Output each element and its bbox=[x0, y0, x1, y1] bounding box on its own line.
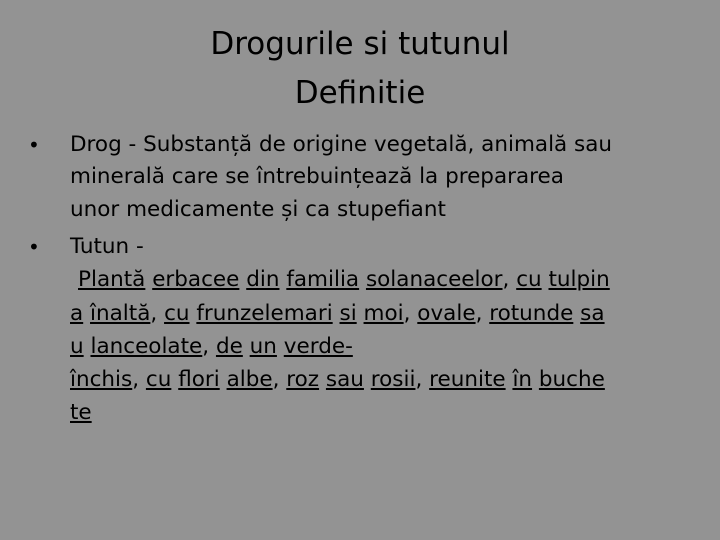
tutun-word: flori bbox=[178, 367, 220, 392]
tutun-word: de bbox=[215, 334, 243, 359]
tutun-word: te bbox=[70, 400, 92, 425]
drog-definition-line-3: unor medicamente și ca stupefiant bbox=[70, 197, 446, 222]
bullet-marker: • bbox=[28, 235, 40, 259]
tutun-word: lanceolate bbox=[90, 334, 203, 359]
tutun-word: reunite bbox=[429, 367, 506, 392]
tutun-word: ovale bbox=[417, 301, 476, 326]
tutun-word: moi bbox=[363, 301, 404, 326]
tutun-word: verde- bbox=[283, 334, 353, 359]
tutun-word: buche bbox=[538, 367, 605, 392]
tutun-word: cu bbox=[145, 367, 172, 392]
tutun-word: în bbox=[512, 367, 533, 392]
tutun-word: Plantă bbox=[78, 267, 146, 292]
tutun-word: rotunde bbox=[489, 301, 574, 326]
tutun-word: frunzelemari bbox=[196, 301, 333, 326]
tutun-word: tulpin bbox=[548, 267, 610, 292]
tutun-word: sa bbox=[580, 301, 605, 326]
tutun-definition-line-3: u lanceolate, de un verde- bbox=[70, 334, 353, 359]
tutun-word: familia bbox=[286, 267, 360, 292]
tutun-word: din bbox=[246, 267, 280, 292]
slide-subtitle: Definitie bbox=[294, 75, 426, 111]
tutun-definition-line-5 bbox=[70, 400, 92, 425]
slide-title: Drogurile si tutunul bbox=[210, 26, 510, 62]
tutun-word: sau bbox=[325, 367, 364, 392]
tutun-word: erbacee bbox=[152, 267, 240, 292]
tutun-label: Tutun - bbox=[70, 234, 144, 259]
drog-definition-line-1: Drog - Substanță de origine vegetală, animală sau bbox=[70, 132, 613, 157]
tutun-word: cu bbox=[164, 301, 190, 326]
bullet-marker: • bbox=[28, 133, 40, 157]
drog-definition-line-2: minerală care se întrebuințează la prepararea bbox=[70, 164, 564, 189]
tutun-word: roz bbox=[286, 367, 320, 392]
tutun-word: si bbox=[339, 301, 357, 326]
tutun-definition-line-2: a înaltă, cu frunzelemari si moi, ovale, rotunde sa bbox=[70, 301, 605, 326]
tutun-definition-line-1: Plantă erbacee din familia solanaceelor, cu tulpin bbox=[78, 267, 610, 292]
tutun-word: închis bbox=[70, 367, 133, 392]
tutun-word: cu bbox=[516, 267, 542, 292]
tutun-word: albe bbox=[226, 367, 273, 392]
tutun-word: înaltă bbox=[90, 301, 151, 326]
tutun-word: rosii bbox=[370, 367, 416, 392]
tutun-word: u bbox=[70, 334, 84, 359]
tutun-word: solanaceelor bbox=[365, 267, 503, 292]
tutun-word: a bbox=[70, 301, 84, 326]
tutun-word: un bbox=[249, 334, 277, 359]
tutun-definition-line-4: închis, cu flori albe, roz sau rosii, reunite în buche bbox=[70, 367, 605, 392]
